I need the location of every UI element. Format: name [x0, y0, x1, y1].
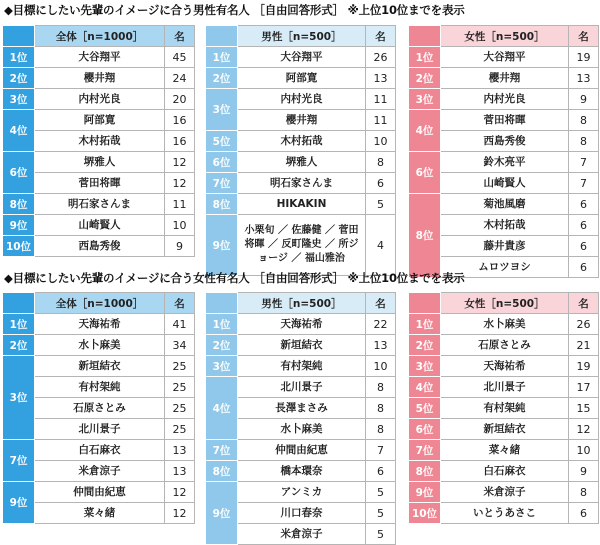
unit-header: 名: [569, 26, 599, 47]
name-cell: 明石家さんま: [238, 173, 366, 194]
count-cell: 6: [569, 194, 599, 215]
rank-cell: 3位: [409, 356, 441, 377]
count-cell: 15: [569, 398, 599, 419]
section1-title: ◆目標にしたい先輩のイメージに合う男性有名人 ［自由回答形式］ ※上位10位までを表示: [4, 3, 465, 17]
count-cell: 41: [165, 314, 195, 335]
rank-cell: 1位: [409, 314, 441, 335]
rank-cell: 1位: [206, 47, 238, 68]
name-cell: 有村架純: [441, 398, 569, 419]
rank-cell: 7位: [3, 440, 35, 482]
count-cell: 7: [366, 440, 396, 461]
name-cell: 新垣結衣: [238, 335, 366, 356]
rank-cell: 2位: [3, 68, 35, 89]
name-cell: 水卜麻美: [238, 419, 366, 440]
rank-cell: 8位: [206, 194, 238, 215]
name-cell: HIKAKIN: [238, 194, 366, 215]
name-cell: 内村光良: [35, 89, 165, 110]
name-cell: 白石麻衣: [441, 461, 569, 482]
rank-cell: 2位: [206, 335, 238, 356]
table-female-by-men: [205, 292, 396, 545]
count-cell: 7: [569, 173, 599, 194]
name-cell: 新垣結衣: [441, 419, 569, 440]
column-header: 女性［n=500］: [441, 293, 569, 314]
name-cell: 櫻井翔: [238, 110, 366, 131]
count-cell: 13: [569, 68, 599, 89]
unit-header: 名: [366, 26, 396, 47]
rank-cell: 3位: [3, 89, 35, 110]
name-cell: 櫻井翔: [35, 68, 165, 89]
name-cell: 木村拓哉: [238, 131, 366, 152]
count-cell: 7: [569, 152, 599, 173]
rank-cell: 3位: [3, 356, 35, 440]
name-cell: 堺雅人: [35, 152, 165, 173]
count-cell: 8: [569, 110, 599, 131]
count-cell: 9: [569, 461, 599, 482]
count-cell: 34: [165, 335, 195, 356]
count-cell: 8: [366, 398, 396, 419]
rank-cell: 9位: [206, 215, 238, 276]
count-cell: 25: [165, 377, 195, 398]
name-cell: 藤井貴彦: [441, 236, 569, 257]
count-cell: 6: [366, 461, 396, 482]
name-cell: 堺雅人: [238, 152, 366, 173]
rank-cell: 4位: [3, 110, 35, 152]
rank-cell: 6位: [206, 152, 238, 173]
count-cell: 8: [569, 482, 599, 503]
column-header: 女性［n=500］: [441, 26, 569, 47]
name-cell: 天海祐希: [35, 314, 165, 335]
table-female-overall: [2, 292, 195, 524]
count-cell: 10: [165, 215, 195, 236]
name-cell: 木村拓哉: [35, 131, 165, 152]
name-cell: いとうあさこ: [441, 503, 569, 524]
count-cell: 8: [569, 131, 599, 152]
name-cell: 白石麻衣: [35, 440, 165, 461]
name-cell: 長澤まさみ: [238, 398, 366, 419]
count-cell: 25: [165, 398, 195, 419]
rank-cell: 5位: [206, 131, 238, 152]
count-cell: 5: [366, 524, 396, 545]
count-cell: 20: [165, 89, 195, 110]
rank-cell: 8位: [3, 194, 35, 215]
rank-cell: 1位: [409, 47, 441, 68]
rank-cell: 6位: [3, 152, 35, 194]
count-cell: 8: [366, 377, 396, 398]
rank-cell: 4位: [206, 377, 238, 440]
name-cell: 阿部寛: [238, 68, 366, 89]
section2-title: ◆目標にしたい先輩のイメージに合う女性有名人 ［自由回答形式］ ※上位10位までを表示: [4, 271, 465, 285]
rank-cell: 3位: [206, 89, 238, 131]
count-cell: 10: [366, 131, 396, 152]
count-cell: 16: [165, 131, 195, 152]
name-cell: 石原さとみ: [35, 398, 165, 419]
rank-cell: 9位: [3, 215, 35, 236]
count-cell: 13: [366, 68, 396, 89]
name-cell: 菜々緒: [441, 440, 569, 461]
name-cell: 水卜麻美: [35, 335, 165, 356]
name-cell: 石原さとみ: [441, 335, 569, 356]
count-cell: 25: [165, 356, 195, 377]
name-cell: 木村拓哉: [441, 215, 569, 236]
name-cell: 仲間由紀恵: [238, 440, 366, 461]
name-cell: 明石家さんま: [35, 194, 165, 215]
count-cell: 4: [366, 215, 396, 276]
name-cell: 菜々緒: [35, 503, 165, 524]
rank-cell: 9位: [206, 482, 238, 545]
count-cell: 13: [165, 440, 195, 461]
name-cell: 米倉涼子: [238, 524, 366, 545]
table-male-by-men: [205, 25, 396, 276]
rank-cell: 4位: [409, 110, 441, 152]
rank-cell: 10位: [409, 503, 441, 524]
rank-cell: 7位: [206, 173, 238, 194]
rank-cell: 1位: [3, 314, 35, 335]
count-cell: 6: [569, 257, 599, 278]
name-cell: 米倉涼子: [441, 482, 569, 503]
rank-cell: 7位: [409, 440, 441, 461]
rank-cell: 2位: [3, 335, 35, 356]
table-female-by-women: [408, 292, 599, 524]
count-cell: 22: [366, 314, 396, 335]
name-cell: 有村架純: [238, 356, 366, 377]
count-cell: 8: [366, 152, 396, 173]
table-male-by-women: [408, 25, 599, 278]
name-cell: アンミカ: [238, 482, 366, 503]
count-cell: 19: [569, 47, 599, 68]
name-cell: 仲間由紀恵: [35, 482, 165, 503]
name-cell: 米倉涼子: [35, 461, 165, 482]
rank-cell: 1位: [206, 314, 238, 335]
name-cell: 北川景子: [441, 377, 569, 398]
name-cell: 天海祐希: [238, 314, 366, 335]
rank-cell: 2位: [206, 68, 238, 89]
unit-header: 名: [569, 293, 599, 314]
name-cell: 有村架純: [35, 377, 165, 398]
name-cell: 新垣結衣: [35, 356, 165, 377]
column-header: 全体［n=1000］: [35, 26, 165, 47]
name-cell: 鈴木亮平: [441, 152, 569, 173]
rank-cell: 8位: [206, 461, 238, 482]
count-cell: 5: [366, 482, 396, 503]
rank-cell: 9位: [3, 482, 35, 524]
count-cell: 12: [165, 482, 195, 503]
count-cell: 17: [569, 377, 599, 398]
rank-cell: 2位: [409, 335, 441, 356]
name-cell: 天海祐希: [441, 356, 569, 377]
count-cell: 26: [569, 314, 599, 335]
count-cell: 10: [366, 356, 396, 377]
rank-cell: 6位: [409, 419, 441, 440]
unit-header: 名: [165, 26, 195, 47]
rank-cell: 7位: [206, 440, 238, 461]
rank-cell: 8位: [409, 194, 441, 278]
rank-cell: 1位: [3, 47, 35, 68]
count-cell: 6: [569, 503, 599, 524]
count-cell: 6: [569, 236, 599, 257]
name-cell: 山崎賢人: [441, 173, 569, 194]
name-cell: 橋本環奈: [238, 461, 366, 482]
count-cell: 12: [165, 503, 195, 524]
name-cell: 阿部寛: [35, 110, 165, 131]
column-header: 全体［n=1000］: [35, 293, 165, 314]
name-cell: 内村光良: [238, 89, 366, 110]
rank-cell: 3位: [409, 89, 441, 110]
column-header: 男性［n=500］: [238, 26, 366, 47]
count-cell: 12: [165, 173, 195, 194]
name-cell: ムロツヨシ: [441, 257, 569, 278]
count-cell: 12: [569, 419, 599, 440]
name-cell: 内村光良: [441, 89, 569, 110]
count-cell: 11: [366, 89, 396, 110]
count-cell: 13: [366, 335, 396, 356]
name-cell: 大谷翔平: [35, 47, 165, 68]
rank-cell: 3位: [206, 356, 238, 377]
count-cell: 9: [569, 89, 599, 110]
count-cell: 26: [366, 47, 396, 68]
count-cell: 16: [165, 110, 195, 131]
rank-cell: 6位: [409, 152, 441, 194]
name-cell: 櫻井翔: [441, 68, 569, 89]
unit-header: 名: [366, 293, 396, 314]
rank-cell: 9位: [409, 482, 441, 503]
rank-cell: 2位: [409, 68, 441, 89]
count-cell: 21: [569, 335, 599, 356]
rank-cell: 5位: [409, 398, 441, 419]
rank-cell: 4位: [409, 377, 441, 398]
name-cell: 大谷翔平: [441, 47, 569, 68]
count-cell: 13: [165, 461, 195, 482]
rank-cell: 8位: [409, 461, 441, 482]
count-cell: 9: [165, 236, 195, 257]
column-header: 男性［n=500］: [238, 293, 366, 314]
name-cell: 山崎賢人: [35, 215, 165, 236]
table-male-overall: [2, 25, 195, 257]
count-cell: 10: [569, 440, 599, 461]
count-cell: 12: [165, 152, 195, 173]
count-cell: 11: [165, 194, 195, 215]
count-cell: 5: [366, 503, 396, 524]
name-cell: 西島秀俊: [441, 131, 569, 152]
count-cell: 24: [165, 68, 195, 89]
count-cell: 25: [165, 419, 195, 440]
name-cell: 菅田将暉: [441, 110, 569, 131]
count-cell: 6: [366, 173, 396, 194]
rank-cell: 10位: [3, 236, 35, 257]
name-cell: 菊池風磨: [441, 194, 569, 215]
name-cell: 水卜麻美: [441, 314, 569, 335]
count-cell: 6: [569, 215, 599, 236]
count-cell: 45: [165, 47, 195, 68]
count-cell: 5: [366, 194, 396, 215]
name-cell: 菅田将暉: [35, 173, 165, 194]
name-cell: 小栗旬 ／ 佐藤健 ／ 菅田将暉 ／ 反町隆史 ／ 所ジョージ ／ 福山雅治: [238, 215, 366, 276]
name-cell: 西島秀俊: [35, 236, 165, 257]
count-cell: 11: [366, 110, 396, 131]
name-cell: 大谷翔平: [238, 47, 366, 68]
count-cell: 8: [366, 419, 396, 440]
name-cell: 北川景子: [35, 419, 165, 440]
name-cell: 北川景子: [238, 377, 366, 398]
unit-header: 名: [165, 293, 195, 314]
name-cell: 川口春奈: [238, 503, 366, 524]
count-cell: 19: [569, 356, 599, 377]
